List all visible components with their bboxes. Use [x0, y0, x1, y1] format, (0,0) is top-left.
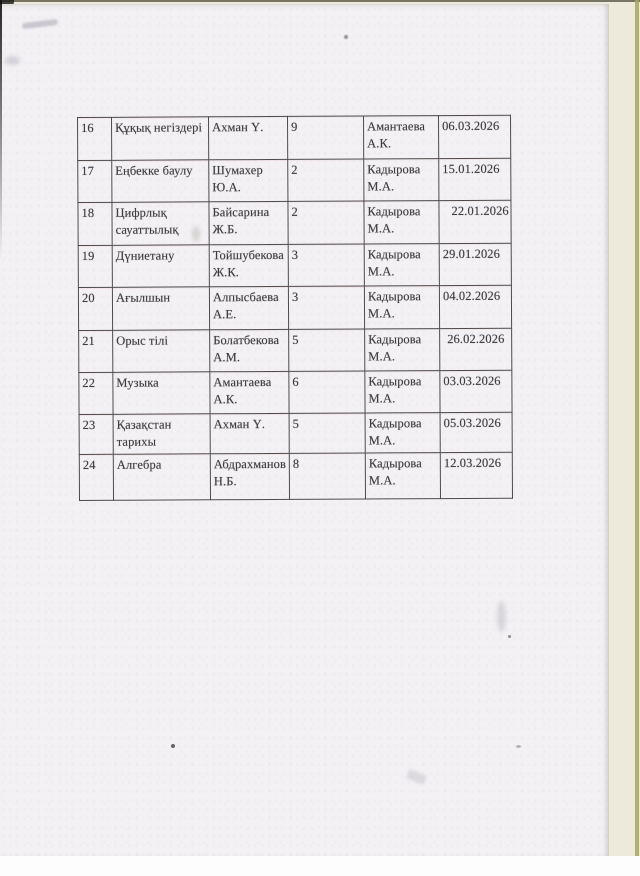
controller-cell: Кадырова М.А.: [364, 244, 439, 286]
row-no-cell: 20: [78, 287, 112, 330]
subject-cell: Құқық негіздері: [112, 117, 209, 161]
table-row: [78, 243, 511, 287]
scan-smudge: [5, 56, 20, 65]
date-cell: 22.01.2026: [439, 200, 511, 243]
subject-cell: Музыка: [113, 372, 210, 415]
teacher-cell: Болатбекова А.М.: [210, 329, 289, 371]
controller-cell: Кадырова М.А.: [365, 413, 440, 453]
controller-cell: Кадырова М.А.: [365, 329, 440, 371]
teacher-cell: Амантаева А.К.: [210, 371, 289, 413]
date-cell: 29.01.2026: [439, 243, 511, 285]
scan-speck: [171, 744, 175, 748]
teacher-cell: Ахман Ү.: [210, 413, 289, 453]
scan-speck: [344, 35, 348, 39]
teacher-cell: Шумахер Ю.А.: [209, 159, 288, 201]
qty-cell: 5: [289, 329, 365, 371]
scan-smudge: [22, 19, 58, 29]
teacher-cell: Байсарина Ж.Б.: [209, 201, 288, 244]
scan-speck: [516, 745, 521, 748]
row-no-cell: 22: [79, 372, 113, 414]
table-row: [78, 285, 511, 330]
date-cell: 12.03.2026: [440, 452, 512, 498]
subject-cell: Ағылшын: [112, 287, 209, 331]
qty-cell: 3: [288, 244, 364, 286]
date-cell: 03.03.2026: [440, 370, 512, 412]
date-cell: 15.01.2026: [439, 158, 511, 200]
subject-cell: Қазақстан тарихы: [113, 414, 210, 455]
subject-cell: Дүниетану: [112, 245, 209, 288]
table-row: [78, 200, 511, 245]
teacher-cell: Тойшубекова Ж.К.: [209, 244, 288, 286]
table-row: [79, 370, 512, 414]
subjects-table: [77, 115, 513, 501]
date-cell: 05.03.2026: [440, 412, 512, 452]
date-cell: 06.03.2026: [438, 115, 510, 158]
controller-cell: Кадырова М.А.: [365, 453, 440, 499]
controller-cell: Кадырова М.А.: [364, 201, 439, 244]
qty-cell: 6: [289, 371, 365, 413]
row-no-cell: 24: [79, 454, 113, 500]
subject-cell: Цифрлық сауаттылық: [112, 202, 209, 246]
row-no-cell: 16: [78, 117, 112, 160]
qty-cell: 5: [289, 413, 365, 453]
qty-cell: 2: [288, 201, 364, 244]
row-no-cell: 21: [79, 330, 113, 372]
teacher-cell: Ахман Ү.: [209, 116, 288, 159]
table-row: [79, 328, 512, 372]
scan-left-edge-line: [0, 0, 2, 260]
row-no-cell: 17: [78, 160, 112, 202]
date-cell: 04.02.2026: [439, 285, 511, 328]
scan-smudge: [406, 769, 427, 785]
document-content: [77, 115, 513, 501]
subject-cell: Еңбекке баулу: [112, 160, 209, 203]
table-row: [78, 158, 511, 202]
table-row: [79, 412, 512, 454]
date-cell: 26.02.2026: [440, 328, 512, 370]
teacher-cell: Абдрахманов Н.Б.: [210, 453, 289, 499]
controller-cell: Кадырова М.А.: [364, 286, 439, 329]
qty-cell: 9: [287, 116, 363, 159]
subject-cell: Алгебра: [113, 454, 210, 501]
qty-cell: 3: [288, 286, 364, 329]
scanner-bottom-strip: [0, 856, 640, 876]
scan-speck: [508, 635, 511, 638]
qty-cell: 8: [289, 453, 365, 499]
subject-cell: Орыс тілі: [113, 330, 210, 373]
table-row: [79, 452, 512, 500]
row-no-cell: 19: [78, 245, 112, 287]
controller-cell: Амантаева А.К.: [363, 116, 438, 159]
controller-cell: Кадырова М.А.: [365, 371, 440, 413]
scan-top-edge-line: [0, 0, 640, 2]
scan-smudge: [497, 601, 506, 632]
scan-right-edge-line: [635, 0, 639, 856]
controller-cell: Кадырова М.А.: [364, 159, 439, 201]
row-no-cell: 18: [78, 202, 112, 245]
qty-cell: 2: [288, 159, 364, 201]
table-row: [78, 115, 511, 160]
row-no-cell: 23: [79, 414, 113, 454]
teacher-cell: Алпысбаева А.Е.: [209, 286, 288, 329]
